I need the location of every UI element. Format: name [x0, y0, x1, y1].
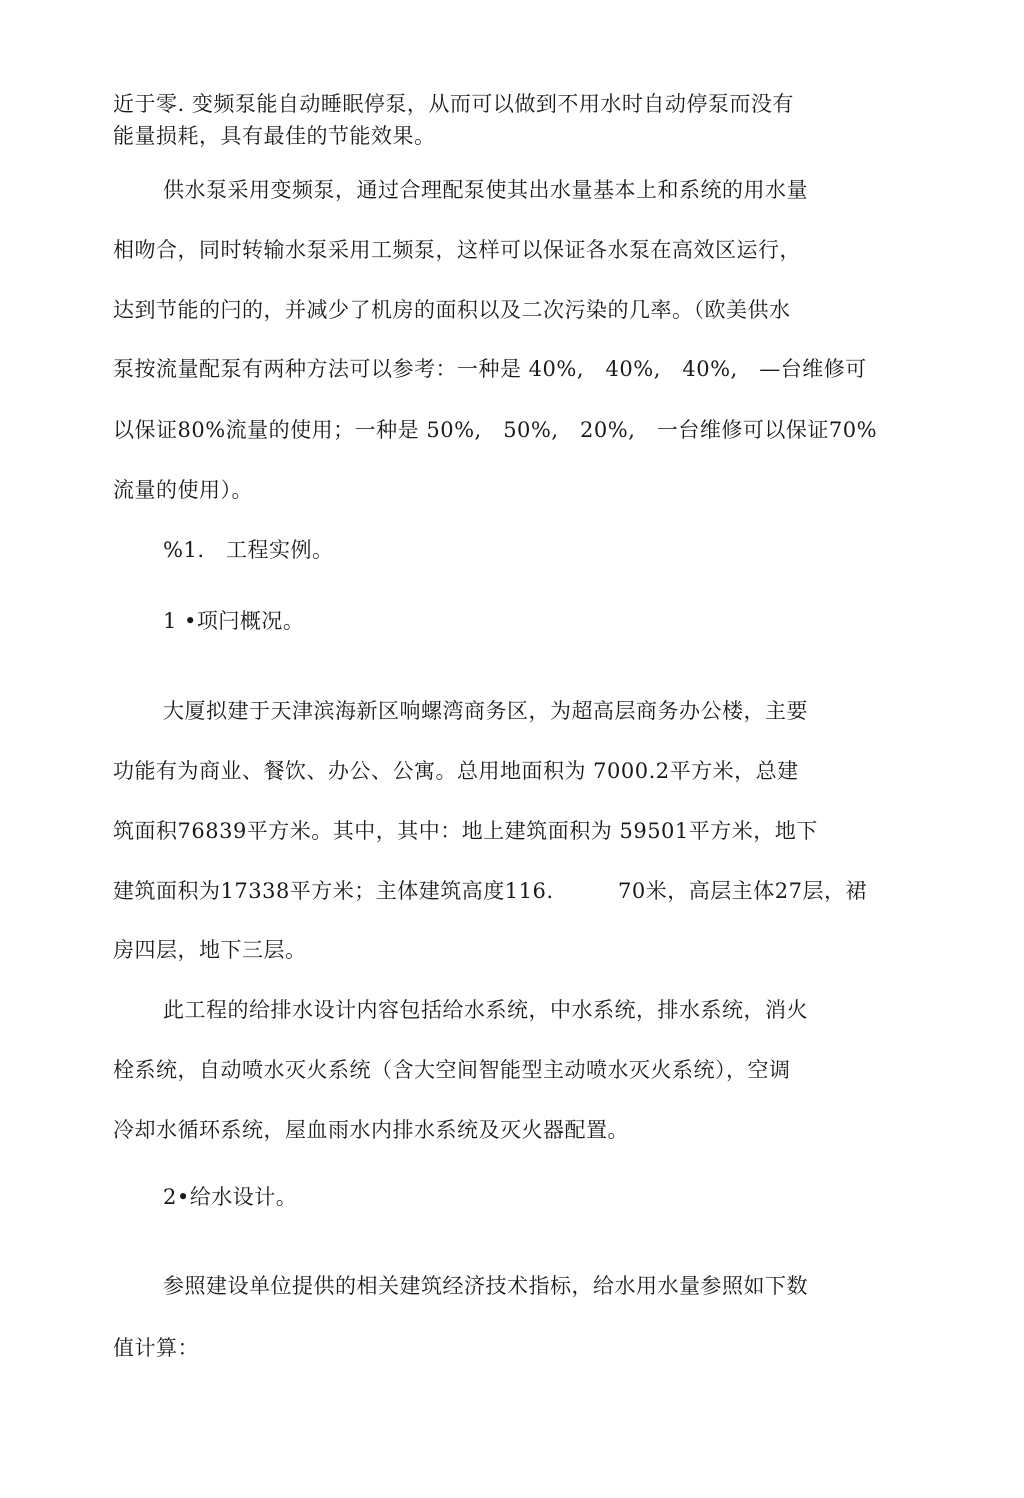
text-line: 此工程的给排水设计内容包括给水系统，中水系统，排水系统，消火: [163, 998, 808, 1022]
text-line: 达到节能的闩的，并减少了机房的面积以及二次污染的几率。（欧美供水: [113, 298, 791, 322]
text-line: 供水泵采用变频泵，通过合理配泵使其出水量基本上和系统的用水量: [163, 178, 808, 202]
text-line: 功能有为商业、餐饮、办公、公寓。总用地面积为 7000.2平方米，总建: [113, 759, 799, 783]
text-line: 以保证80%流量的使用；一种是 50%, 50%, 20%, 一台维修可以保证70%: [113, 418, 878, 442]
text-line: 大厦拟建于天津滨海新区响螺湾商务区，为超高层商务办公楼，主要: [163, 699, 808, 723]
text-line: 值计算：: [113, 1336, 199, 1360]
text-line: 建筑面积为17338平方米；主体建筑高度116. 70米，高层主体27层，裙: [113, 879, 868, 903]
subsection-heading: 1 •项闩概况。: [163, 609, 305, 633]
text-line: 相吻合，同时转输水泵采用工频泵，这样可以保证各水泵在高效区运行，: [113, 238, 801, 262]
text-line: 冷却水循环系统，屋血雨水内排水系统及灭火器配置。: [113, 1118, 629, 1142]
text-line: 近于零. 变频泵能自动睡眠停泵，从而可以做到不用水时自动停泵而没有: [113, 92, 794, 116]
section-heading: %1. 工程实例。: [163, 538, 334, 562]
text-line: 泵按流量配泵有两种方法可以参考：一种是 40%, 40%, 40%, —台维修可: [113, 357, 867, 381]
text-line: 参照建设单位提供的相关建筑经济技术指标，给水用水量参照如下数: [163, 1274, 808, 1298]
text-line: 流量的使用）。: [113, 478, 253, 502]
text-line: 栓系统，自动喷水灭火系统（含大空间智能型主动喷水灭火系统），空调: [113, 1058, 791, 1082]
text-line: 能量损耗，具有最佳的节能效果。: [113, 124, 436, 148]
text-line: 房四层，地下三层。: [113, 938, 307, 962]
subsection-heading: 2•给水设计。: [163, 1185, 298, 1209]
text-line: 筑面积76839平方米。其中，其中：地上建筑面积为 59501平方米，地下: [113, 819, 818, 843]
